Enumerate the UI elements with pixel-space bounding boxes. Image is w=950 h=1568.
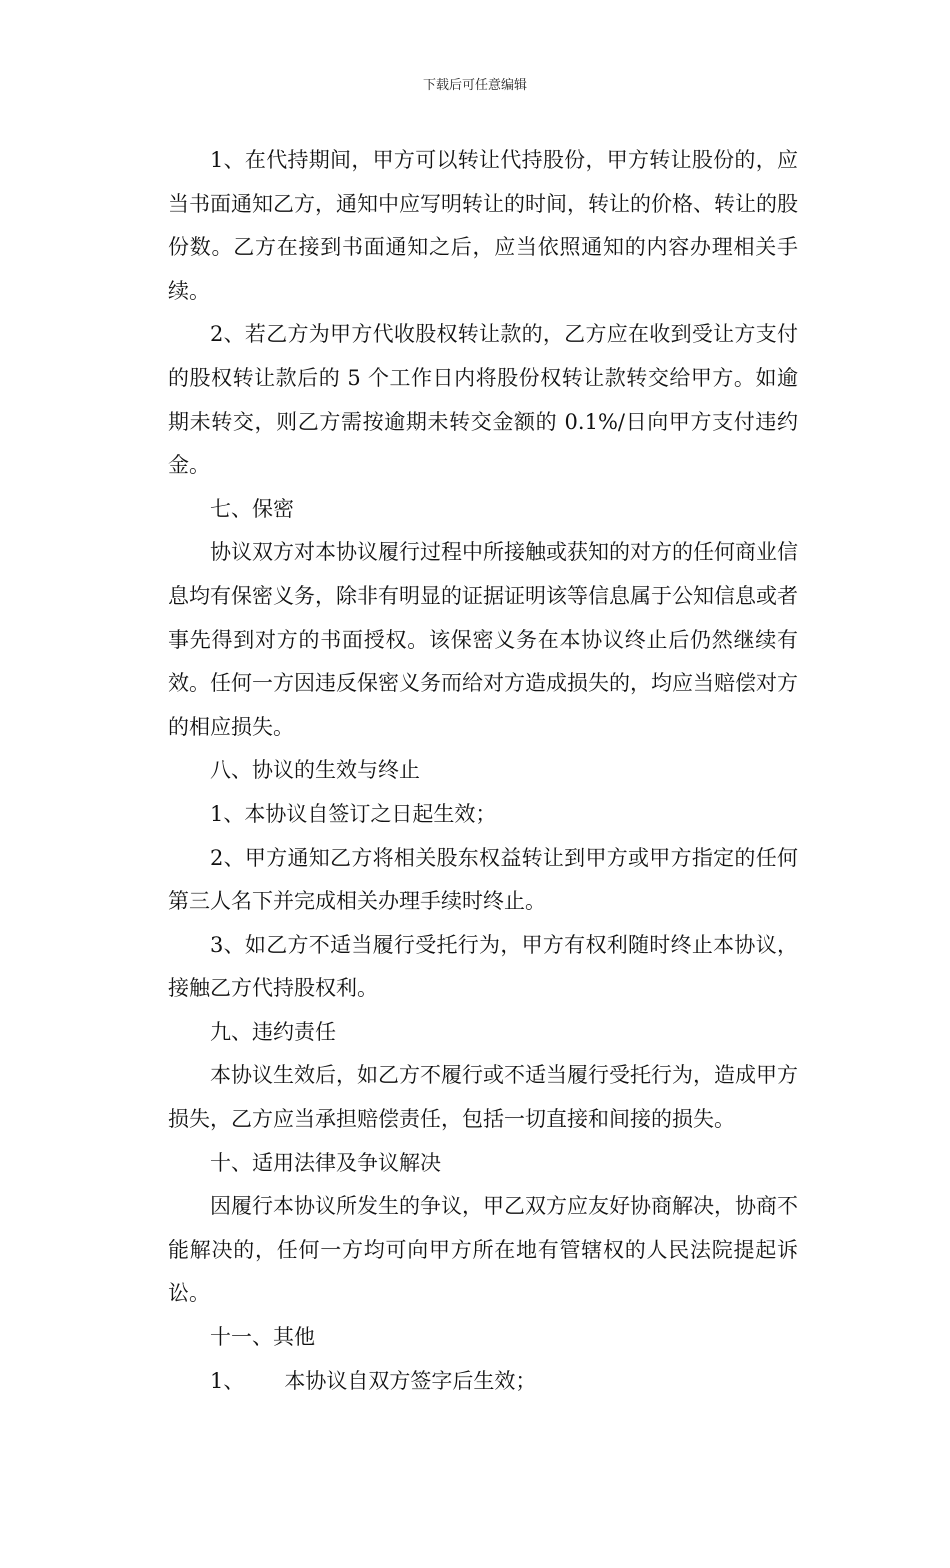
- section-heading-other: 十一、其他: [210, 1325, 315, 1350]
- clause-transfer-payment: 2、若乙方为甲方代收股权转让款的，乙方应在收到受让方支付的股权转让款后的 5 个工作日内将股份权转让款转交给甲方。如逾期未转交，则乙方需按逾期未转交金额的 0.1%/日向甲方支付违约金。: [168, 322, 798, 478]
- clause-signature-effect: 1、 本协议自双方签字后生效；: [210, 1368, 537, 1393]
- clause-transfer-shares: 1、在代持期间，甲方可以转让代持股份，甲方转让股份的，应当书面通知乙方，通知中应写明转让的时间，转让的价格、转让的股份数。乙方在接到书面通知之后，应当依照通知的内容办理相关手续。: [168, 148, 798, 303]
- section-heading-law-disputes: 十、适用法律及争议解决: [210, 1150, 441, 1175]
- clause-effective-date: 1、本协议自签订之日起生效；: [210, 801, 497, 826]
- clause-termination-transfer: 2、甲方通知乙方将相关股东权益转让到甲方或甲方指定的任何第三人名下并完成相关办理手续时终止。: [168, 845, 798, 914]
- document-body: [168, 139, 798, 1403]
- page-header-note: 下载后可任意编辑: [422, 78, 527, 93]
- section-heading-liability: 九、违约责任: [210, 1019, 336, 1044]
- section-heading-effect-termination: 八、协议的生效与终止: [210, 758, 420, 783]
- clause-confidentiality: 协议双方对本协议履行过程中所接触或获知的对方的任何商业信息均有保密义务，除非有明显的证据证明该等信息属于公知信息或者事先得到对方的书面授权。该保密义务在本协议终止后仍然继续有效。任何一方因违反保密义务而给对方造成损失的，均应当赔偿对方的相应损失。: [168, 540, 798, 739]
- section-heading-confidentiality: 七、保密: [210, 496, 294, 521]
- clause-disputes: 因履行本协议所发生的争议，甲乙双方应友好协商解决，协商不能解决的，任何一方均可向甲方所在地有管辖权的人民法院提起诉讼。: [168, 1194, 798, 1306]
- clause-termination-breach: 3、如乙方不适当履行受托行为，甲方有权利随时终止本协议，接触乙方代持股权利。: [168, 932, 798, 1001]
- clause-liability: 本协议生效后，如乙方不履行或不适当履行受托行为，造成甲方损失，乙方应当承担赔偿责任，包括一切直接和间接的损失。: [168, 1063, 798, 1132]
